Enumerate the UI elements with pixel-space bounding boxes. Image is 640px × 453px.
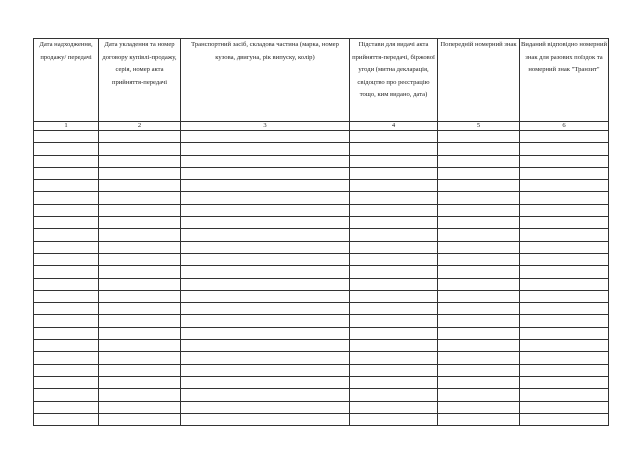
column-number: 1: [34, 122, 99, 131]
table-cell: [438, 278, 520, 290]
table-cell: [99, 315, 181, 327]
table-cell: [520, 389, 609, 401]
table-row: [34, 180, 609, 192]
table-cell: [520, 315, 609, 327]
table-cell: [438, 192, 520, 204]
table-cell: [350, 376, 438, 388]
table-cell: [438, 131, 520, 143]
table-cell: [99, 204, 181, 216]
table-cell: [181, 131, 350, 143]
table-body: [34, 131, 609, 426]
table-cell: [438, 253, 520, 265]
table-cell: [350, 327, 438, 339]
table-cell: [520, 352, 609, 364]
table-cell: [350, 167, 438, 179]
table-cell: [34, 290, 99, 302]
table-cell: [181, 413, 350, 425]
table-cell: [350, 131, 438, 143]
table-row: [34, 204, 609, 216]
table-row: [34, 131, 609, 143]
table-cell: [181, 303, 350, 315]
table-cell: [438, 290, 520, 302]
column-number: 6: [520, 122, 609, 131]
table-cell: [34, 315, 99, 327]
table-row: [34, 364, 609, 376]
table-cell: [181, 155, 350, 167]
table-cell: [520, 241, 609, 253]
table-cell: [350, 401, 438, 413]
table-cell: [34, 217, 99, 229]
table-cell: [520, 364, 609, 376]
table-cell: [99, 229, 181, 241]
table-cell: [520, 143, 609, 155]
table-cell: [99, 241, 181, 253]
table-cell: [438, 217, 520, 229]
table-cell: [438, 143, 520, 155]
table-cell: [350, 143, 438, 155]
column-number-row: [34, 122, 609, 131]
table-cell: [99, 413, 181, 425]
table-cell: [520, 278, 609, 290]
table-cell: [99, 327, 181, 339]
table-cell: [34, 253, 99, 265]
table-cell: [350, 253, 438, 265]
table-cell: [520, 340, 609, 352]
table-cell: [181, 364, 350, 376]
table-cell: [181, 266, 350, 278]
table-cell: [438, 155, 520, 167]
header-contract-date-number: Дата укладення та номер договору купівлі-продажу, серія, номер акта прийняття-передачі: [99, 39, 181, 122]
table-cell: [181, 401, 350, 413]
table-cell: [99, 180, 181, 192]
table-cell: [350, 352, 438, 364]
table-cell: [99, 340, 181, 352]
table-cell: [34, 401, 99, 413]
table-row: [34, 278, 609, 290]
table-cell: [34, 180, 99, 192]
table-cell: [350, 315, 438, 327]
table-cell: [438, 303, 520, 315]
table-cell: [34, 131, 99, 143]
table-cell: [350, 180, 438, 192]
table-cell: [99, 217, 181, 229]
table-cell: [99, 167, 181, 179]
table-row: [34, 389, 609, 401]
table-cell: [99, 253, 181, 265]
table-cell: [350, 340, 438, 352]
column-number: 2: [99, 122, 181, 131]
table-cell: [438, 389, 520, 401]
table-cell: [181, 315, 350, 327]
table-cell: [520, 266, 609, 278]
table-cell: [350, 266, 438, 278]
table-row: [34, 327, 609, 339]
table-row: [34, 241, 609, 253]
table-cell: [34, 364, 99, 376]
table-cell: [350, 389, 438, 401]
table-row: [34, 167, 609, 179]
table-cell: [99, 131, 181, 143]
table-row: [34, 229, 609, 241]
table-cell: [520, 303, 609, 315]
table-cell: [181, 253, 350, 265]
table-cell: [520, 376, 609, 388]
table-cell: [181, 143, 350, 155]
table-cell: [99, 278, 181, 290]
table-row: [34, 352, 609, 364]
table-row: [34, 303, 609, 315]
table-cell: [34, 155, 99, 167]
table-cell: [438, 315, 520, 327]
table-cell: [350, 278, 438, 290]
table-row: [34, 315, 609, 327]
table-cell: [520, 327, 609, 339]
table-cell: [520, 229, 609, 241]
table-row: [34, 253, 609, 265]
header-date-received: Дата надходження, продажу/ передачі: [34, 39, 99, 122]
header-previous-plate: Попередній номерний знак: [438, 39, 520, 122]
table-cell: [34, 352, 99, 364]
table-cell: [181, 217, 350, 229]
table-cell: [350, 364, 438, 376]
table-cell: [181, 229, 350, 241]
table-cell: [181, 352, 350, 364]
table-cell: [99, 389, 181, 401]
column-number: 4: [350, 122, 438, 131]
table-cell: [99, 143, 181, 155]
table-row: [34, 290, 609, 302]
header-vehicle-description: Транспортний засіб, складова частина (марка, номер кузова, двигуна, рік випуску, колір): [181, 39, 350, 122]
table-row: [34, 376, 609, 388]
table-cell: [34, 266, 99, 278]
table-cell: [520, 167, 609, 179]
table-cell: [438, 266, 520, 278]
table-cell: [181, 389, 350, 401]
table-row: [34, 401, 609, 413]
table-cell: [520, 413, 609, 425]
table-cell: [99, 352, 181, 364]
table-row: [34, 217, 609, 229]
table-row: [34, 192, 609, 204]
table-cell: [350, 192, 438, 204]
table-cell: [181, 376, 350, 388]
table-cell: [181, 167, 350, 179]
table-cell: [350, 229, 438, 241]
table-cell: [181, 278, 350, 290]
table-cell: [438, 167, 520, 179]
table-cell: [350, 303, 438, 315]
table-row: [34, 155, 609, 167]
column-number: 5: [438, 122, 520, 131]
table-cell: [350, 217, 438, 229]
table-cell: [99, 155, 181, 167]
table-cell: [350, 155, 438, 167]
table-cell: [99, 401, 181, 413]
table-row: [34, 266, 609, 278]
table-cell: [99, 303, 181, 315]
table-cell: [181, 290, 350, 302]
table-cell: [520, 217, 609, 229]
table-cell: [181, 204, 350, 216]
table-cell: [34, 327, 99, 339]
table-cell: [520, 131, 609, 143]
table-cell: [520, 253, 609, 265]
table-cell: [34, 204, 99, 216]
table-cell: [350, 290, 438, 302]
table-cell: [520, 180, 609, 192]
table-cell: [438, 327, 520, 339]
table-cell: [350, 413, 438, 425]
header-issued-plate: Виданий відповідно номерний знак для разових поїздок та номерний знак "Транзит": [520, 39, 609, 122]
table-cell: [438, 229, 520, 241]
registry-table: [33, 38, 609, 426]
table-cell: [520, 401, 609, 413]
table-cell: [181, 180, 350, 192]
table-cell: [520, 204, 609, 216]
table-cell: [99, 266, 181, 278]
table-cell: [34, 192, 99, 204]
table-cell: [438, 241, 520, 253]
table-cell: [520, 155, 609, 167]
table-cell: [438, 401, 520, 413]
table-cell: [34, 340, 99, 352]
table-cell: [34, 229, 99, 241]
table-cell: [34, 303, 99, 315]
table-cell: [99, 376, 181, 388]
table-cell: [181, 241, 350, 253]
table-cell: [350, 241, 438, 253]
table-cell: [181, 340, 350, 352]
table-cell: [350, 204, 438, 216]
table-cell: [438, 413, 520, 425]
table-cell: [438, 180, 520, 192]
table-cell: [99, 364, 181, 376]
table-cell: [438, 340, 520, 352]
table-cell: [438, 352, 520, 364]
table-cell: [34, 278, 99, 290]
header-act-basis: Підстави для видачі акта прийняття-передачі, біржової угоди (митна декларація, свідоцтво про реєстрацію тощо, ким видано, дата): [350, 39, 438, 122]
table-cell: [34, 143, 99, 155]
header-row: [34, 39, 609, 122]
table-cell: [438, 364, 520, 376]
table-cell: [438, 376, 520, 388]
table-cell: [181, 192, 350, 204]
column-number: 3: [181, 122, 350, 131]
table-cell: [99, 290, 181, 302]
table-cell: [520, 192, 609, 204]
table-cell: [34, 413, 99, 425]
table-cell: [34, 376, 99, 388]
table-cell: [99, 192, 181, 204]
table-row: [34, 413, 609, 425]
table-cell: [181, 327, 350, 339]
table-cell: [34, 167, 99, 179]
table-cell: [438, 204, 520, 216]
table-cell: [34, 389, 99, 401]
table-row: [34, 143, 609, 155]
table-cell: [34, 241, 99, 253]
table-row: [34, 340, 609, 352]
table-cell: [520, 290, 609, 302]
